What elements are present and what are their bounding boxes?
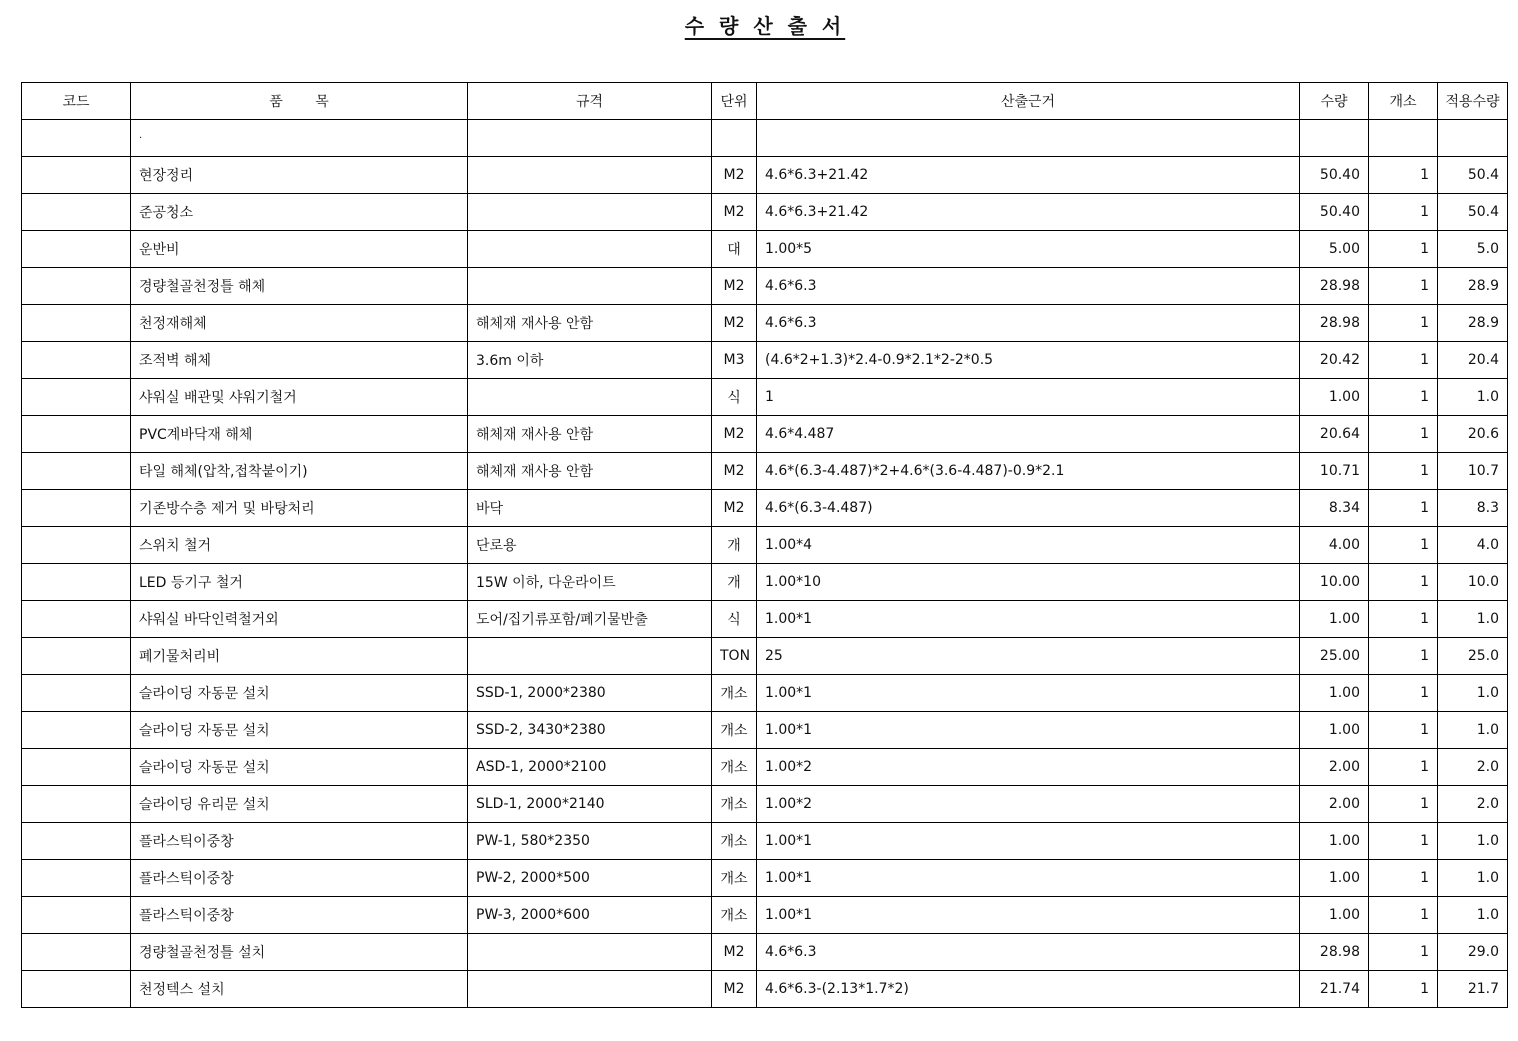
cell-count: 1: [1369, 934, 1438, 971]
cell-count: 1: [1369, 786, 1438, 823]
cell-applied: 29.0: [1438, 934, 1508, 971]
cell-calc: 1.00*2: [757, 786, 1300, 823]
cell-item: LED 등기구 철거: [131, 564, 468, 601]
cell-unit: 개: [712, 564, 757, 601]
cell-spec: [468, 157, 712, 194]
cell-count: 1: [1369, 416, 1438, 453]
cell-applied: 10.0: [1438, 564, 1508, 601]
cell-unit: 개소: [712, 749, 757, 786]
cell-spec: ASD-1, 2000*2100: [468, 749, 712, 786]
cell-count: [1369, 120, 1438, 157]
cell-item: 운반비: [131, 231, 468, 268]
cell-applied: 1.0: [1438, 823, 1508, 860]
cell-item: 현장정리: [131, 157, 468, 194]
cell-qty: 1.00: [1300, 675, 1369, 712]
table-row: [22, 157, 1508, 194]
cell-unit: 대: [712, 231, 757, 268]
header-spec: 규격: [468, 83, 712, 120]
cell-count: 1: [1369, 194, 1438, 231]
cell-qty: 1.00: [1300, 860, 1369, 897]
cell-applied: 28.9: [1438, 305, 1508, 342]
table-row: [22, 601, 1508, 638]
cell-count: 1: [1369, 379, 1438, 416]
cell-code: [22, 749, 131, 786]
cell-code: [22, 564, 131, 601]
cell-count: 1: [1369, 231, 1438, 268]
cell-qty: 8.34: [1300, 490, 1369, 527]
cell-calc: 1.00*5: [757, 231, 1300, 268]
cell-item: 슬라이딩 유리문 설치: [131, 786, 468, 823]
cell-code: [22, 157, 131, 194]
cell-qty: 1.00: [1300, 823, 1369, 860]
table-row: [22, 786, 1508, 823]
cell-code: [22, 786, 131, 823]
cell-code: [22, 934, 131, 971]
cell-calc: 1.00*1: [757, 897, 1300, 934]
table-row: [22, 712, 1508, 749]
cell-item: 플라스틱이중창: [131, 823, 468, 860]
cell-calc: 4.6*(6.3-4.487)*2+4.6*(3.6-4.487)-0.9*2.1: [757, 453, 1300, 490]
cell-item: 경량철골천정틀 해체: [131, 268, 468, 305]
table-row: [22, 675, 1508, 712]
cell-spec: 해체재 재사용 안함: [468, 416, 712, 453]
cell-count: 1: [1369, 971, 1438, 1008]
table-row-blank: [22, 120, 1508, 157]
cell-unit: 개소: [712, 712, 757, 749]
cell-item: 슬라이딩 자동문 설치: [131, 749, 468, 786]
cell-item: 샤워실 바닥인력철거외: [131, 601, 468, 638]
cell-calc: 1.00*1: [757, 601, 1300, 638]
cell-qty: 4.00: [1300, 527, 1369, 564]
cell-count: 1: [1369, 268, 1438, 305]
cell-applied: 10.7: [1438, 453, 1508, 490]
cell-calc: 4.6*6.3-(2.13*1.7*2): [757, 971, 1300, 1008]
cell-code: [22, 120, 131, 157]
cell-unit: M2: [712, 268, 757, 305]
table-row: [22, 416, 1508, 453]
cell-calc: 1.00*1: [757, 860, 1300, 897]
cell-count: 1: [1369, 675, 1438, 712]
table-row: [22, 823, 1508, 860]
cell-unit: M2: [712, 490, 757, 527]
cell-code: [22, 971, 131, 1008]
cell-qty: 5.00: [1300, 231, 1369, 268]
cell-unit: 개소: [712, 786, 757, 823]
cell-calc: 4.6*6.3+21.42: [757, 157, 1300, 194]
table-row: [22, 860, 1508, 897]
cell-spec: SLD-1, 2000*2140: [468, 786, 712, 823]
cell-unit: TON: [712, 638, 757, 675]
cell-applied: 1.0: [1438, 712, 1508, 749]
cell-calc: 25: [757, 638, 1300, 675]
cell-code: [22, 268, 131, 305]
cell-applied: 5.0: [1438, 231, 1508, 268]
cell-calc: 4.6*(6.3-4.487): [757, 490, 1300, 527]
cell-spec: 도어/집기류포함/폐기물반출: [468, 601, 712, 638]
cell-code: [22, 379, 131, 416]
cell-unit: 개소: [712, 860, 757, 897]
table-row: [22, 490, 1508, 527]
cell-code: [22, 342, 131, 379]
header-applied: 적용수량: [1438, 83, 1508, 120]
cell-applied: 1.0: [1438, 897, 1508, 934]
cell-spec: [468, 268, 712, 305]
cell-spec: PW-2, 2000*500: [468, 860, 712, 897]
table-row: [22, 194, 1508, 231]
cell-applied: 50.4: [1438, 157, 1508, 194]
cell-spec: [468, 231, 712, 268]
cell-calc: [757, 120, 1300, 157]
cell-applied: [1438, 120, 1508, 157]
cell-code: [22, 823, 131, 860]
cell-code: [22, 231, 131, 268]
header-code: 코드: [22, 83, 131, 120]
table-row: [22, 231, 1508, 268]
header-unit: 단위: [712, 83, 757, 120]
cell-unit: M2: [712, 971, 757, 1008]
cell-item: 슬라이딩 자동문 설치: [131, 712, 468, 749]
cell-calc: 1.00*1: [757, 675, 1300, 712]
table-row: [22, 897, 1508, 934]
table-row: [22, 934, 1508, 971]
cell-spec: [468, 120, 712, 157]
cell-count: 1: [1369, 305, 1438, 342]
table-row: [22, 379, 1508, 416]
cell-code: [22, 490, 131, 527]
cell-qty: 1.00: [1300, 379, 1369, 416]
cell-code: [22, 712, 131, 749]
cell-count: 1: [1369, 564, 1438, 601]
cell-unit: 개소: [712, 823, 757, 860]
cell-count: 1: [1369, 453, 1438, 490]
cell-count: 1: [1369, 342, 1438, 379]
cell-applied: 20.6: [1438, 416, 1508, 453]
cell-qty: 50.40: [1300, 157, 1369, 194]
header-calc: 산출근거: [757, 83, 1300, 120]
cell-calc: 4.6*6.3: [757, 305, 1300, 342]
cell-applied: 50.4: [1438, 194, 1508, 231]
table-row: [22, 453, 1508, 490]
header-item: 품 목: [131, 83, 468, 120]
document-title: [0, 10, 1518, 39]
cell-unit: 개소: [712, 675, 757, 712]
cell-unit: 식: [712, 601, 757, 638]
cell-unit: M2: [712, 194, 757, 231]
cell-count: 1: [1369, 749, 1438, 786]
cell-unit: 개소: [712, 897, 757, 934]
cell-applied: 1.0: [1438, 675, 1508, 712]
cell-calc: 4.6*6.3: [757, 934, 1300, 971]
cell-qty: 2.00: [1300, 786, 1369, 823]
cell-applied: 8.3: [1438, 490, 1508, 527]
cell-spec: PW-1, 580*2350: [468, 823, 712, 860]
cell-count: 1: [1369, 897, 1438, 934]
cell-qty: 1.00: [1300, 712, 1369, 749]
document-title-text: 수 량 산 출 서: [684, 14, 846, 38]
cell-code: [22, 416, 131, 453]
cell-applied: 2.0: [1438, 749, 1508, 786]
table-row: [22, 638, 1508, 675]
cell-count: 1: [1369, 157, 1438, 194]
cell-unit: M2: [712, 305, 757, 342]
cell-calc: 1.00*1: [757, 823, 1300, 860]
cell-item: 플라스틱이중창: [131, 897, 468, 934]
cell-spec: [468, 194, 712, 231]
cell-unit: M2: [712, 453, 757, 490]
cell-item: 천정텍스 설치: [131, 971, 468, 1008]
cell-applied: 25.0: [1438, 638, 1508, 675]
cell-count: 1: [1369, 490, 1438, 527]
cell-applied: 2.0: [1438, 786, 1508, 823]
row-mark: .: [139, 130, 143, 141]
cell-applied: 21.7: [1438, 971, 1508, 1008]
cell-item: 타일 해체(압착,접착붙이기): [131, 453, 468, 490]
table-body: [22, 120, 1508, 1008]
cell-code: [22, 638, 131, 675]
cell-applied: 4.0: [1438, 527, 1508, 564]
cell-unit: [712, 120, 757, 157]
cell-code: [22, 305, 131, 342]
table-row: [22, 749, 1508, 786]
cell-code: [22, 453, 131, 490]
header-qty: 수량: [1300, 83, 1369, 120]
cell-qty: 1.00: [1300, 601, 1369, 638]
cell-item: 슬라이딩 자동문 설치: [131, 675, 468, 712]
cell-calc: (4.6*2+1.3)*2.4-0.9*2.1*2-2*0.5: [757, 342, 1300, 379]
cell-item: 스위치 철거: [131, 527, 468, 564]
cell-code: [22, 601, 131, 638]
cell-code: [22, 897, 131, 934]
table-row: [22, 305, 1508, 342]
cell-item: 준공청소: [131, 194, 468, 231]
cell-qty: 28.98: [1300, 934, 1369, 971]
cell-spec: 3.6m 이하: [468, 342, 712, 379]
cell-qty: 28.98: [1300, 305, 1369, 342]
cell-code: [22, 527, 131, 564]
header-count: 개소: [1369, 83, 1438, 120]
cell-qty: 20.42: [1300, 342, 1369, 379]
cell-item: PVC계바닥재 해체: [131, 416, 468, 453]
table-header-row: [22, 83, 1508, 120]
cell-qty: 20.64: [1300, 416, 1369, 453]
cell-count: 1: [1369, 638, 1438, 675]
cell-calc: 1.00*10: [757, 564, 1300, 601]
table-row: [22, 342, 1508, 379]
cell-count: 1: [1369, 601, 1438, 638]
cell-applied: 1.0: [1438, 379, 1508, 416]
cell-code: [22, 675, 131, 712]
cell-spec: 15W 이하, 다운라이트: [468, 564, 712, 601]
cell-unit: M2: [712, 157, 757, 194]
cell-item: [131, 120, 468, 157]
cell-item: 천정재해체: [131, 305, 468, 342]
cell-unit: M3: [712, 342, 757, 379]
cell-count: 1: [1369, 860, 1438, 897]
cell-item: 경량철골천정틀 설치: [131, 934, 468, 971]
cell-spec: 해체재 재사용 안함: [468, 453, 712, 490]
cell-applied: 20.4: [1438, 342, 1508, 379]
cell-unit: 개: [712, 527, 757, 564]
cell-applied: 28.9: [1438, 268, 1508, 305]
cell-calc: 1: [757, 379, 1300, 416]
cell-count: 1: [1369, 712, 1438, 749]
cell-spec: 해체재 재사용 안함: [468, 305, 712, 342]
cell-applied: 1.0: [1438, 860, 1508, 897]
quantity-table: [21, 82, 1508, 1008]
cell-item: 기존방수층 제거 및 바탕처리: [131, 490, 468, 527]
cell-spec: SSD-2, 3430*2380: [468, 712, 712, 749]
cell-qty: 25.00: [1300, 638, 1369, 675]
table-row: [22, 268, 1508, 305]
cell-qty: 1.00: [1300, 897, 1369, 934]
cell-qty: 10.71: [1300, 453, 1369, 490]
cell-qty: [1300, 120, 1369, 157]
cell-spec: PW-3, 2000*600: [468, 897, 712, 934]
cell-item: 조적벽 해체: [131, 342, 468, 379]
cell-item: 폐기물처리비: [131, 638, 468, 675]
cell-calc: 4.6*6.3: [757, 268, 1300, 305]
cell-qty: 2.00: [1300, 749, 1369, 786]
cell-spec: [468, 971, 712, 1008]
cell-calc: 1.00*4: [757, 527, 1300, 564]
cell-spec: [468, 934, 712, 971]
cell-applied: 1.0: [1438, 601, 1508, 638]
cell-qty: 10.00: [1300, 564, 1369, 601]
cell-calc: 4.6*4.487: [757, 416, 1300, 453]
cell-spec: 바닥: [468, 490, 712, 527]
cell-spec: 단로용: [468, 527, 712, 564]
cell-item: 샤워실 배관및 샤워기철거: [131, 379, 468, 416]
cell-count: 1: [1369, 527, 1438, 564]
cell-qty: 50.40: [1300, 194, 1369, 231]
cell-unit: M2: [712, 416, 757, 453]
cell-unit: 식: [712, 379, 757, 416]
table-row: [22, 971, 1508, 1008]
table-row: [22, 564, 1508, 601]
cell-spec: [468, 638, 712, 675]
cell-qty: 28.98: [1300, 268, 1369, 305]
cell-qty: 21.74: [1300, 971, 1369, 1008]
cell-code: [22, 194, 131, 231]
cell-spec: SSD-1, 2000*2380: [468, 675, 712, 712]
cell-unit: M2: [712, 934, 757, 971]
cell-code: [22, 860, 131, 897]
cell-count: 1: [1369, 823, 1438, 860]
table-row: [22, 527, 1508, 564]
cell-spec: [468, 379, 712, 416]
cell-calc: 4.6*6.3+21.42: [757, 194, 1300, 231]
cell-calc: 1.00*2: [757, 749, 1300, 786]
cell-calc: 1.00*1: [757, 712, 1300, 749]
cell-item: 플라스틱이중창: [131, 860, 468, 897]
